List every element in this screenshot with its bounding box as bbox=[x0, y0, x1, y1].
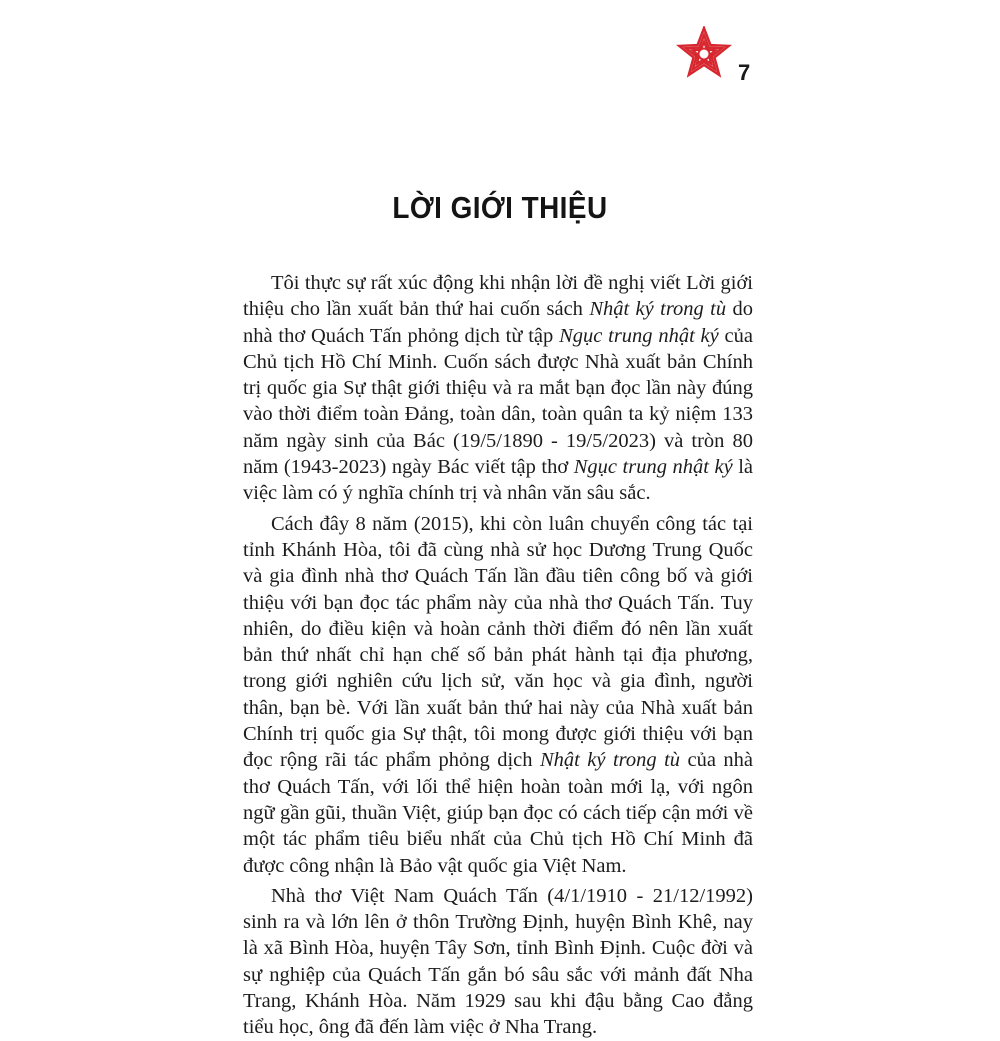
text-run: của Chủ tịch Hồ Chí Minh. Cuốn sách được Nhà xuất bản Chính trị quốc gia Sự thật giới thiệu và ra mắt bạn đọc lần này đúng vào thời điểm toàn Đảng, toàn dân, toàn quân ta kỷ niệm 133 năm ngày sinh của Bác (19/5/1890 - 19/5/2023) và tròn 80 năm (1943-2023) ngày Bác viết tập thơ bbox=[243, 324, 753, 479]
red-star-emblem-icon bbox=[676, 26, 732, 82]
body-text bbox=[243, 270, 753, 1041]
text-run: Cách đây 8 năm (2015), khi còn luân chuyển công tác tại tỉnh Khánh Hòa, tôi đã cùng nhà sử học Dương Trung Quốc và gia đình nhà thơ Quách Tấn lần đầu tiên công bố và giới thiệu với bạn đọc tác phẩm này của nhà thơ Quách Tấn. Tuy nhiên, do điều kiện và hoàn cảnh thời điểm đó nên lần xuất bản thứ nhất chỉ hạn chế số bản phát hành tại địa phương, trong giới nghiên cứu lịch sử, văn học và gia đình, người thân, bạn bè. Với lần xuất bản thứ hai này của Nhà xuất bản Chính trị quốc gia Sự thật, tôi mong được giới thiệu với bạn đọc rộng rãi tác phẩm phỏng dịch bbox=[243, 512, 753, 772]
book-title-italic: Nhật ký trong tù bbox=[539, 749, 681, 772]
book-title-italic: Ngục trung nhật ký bbox=[559, 324, 719, 347]
text-run: là việc làm có ý nghĩa chính trị và nhân văn sâu sắc. bbox=[243, 456, 753, 505]
paragraph-1 bbox=[243, 270, 753, 507]
text-run: Nhà thơ Việt Nam Quách Tấn (4/1/1910 - 21/12/1992) sinh ra và lớn lên ở thôn Trường Định, huyện Bình Khê, nay là xã Bình Hòa, huyện Tây Sơn, tỉnh Bình Định. Cuộc đời và sự nghiệp của Quách Tấn gắn bó sâu sắc với mảnh đất Nha Trang, Khánh Hòa. Năm 1929 sau khi đậu bằng Cao đẳng tiểu học, ông đã đến làm việc ở Nha Trang. bbox=[243, 884, 753, 1039]
text-run: do nhà thơ Quách Tấn phỏng dịch từ tập bbox=[243, 298, 754, 347]
paragraph-3 bbox=[243, 883, 753, 1041]
paragraph-2 bbox=[243, 511, 753, 879]
book-title-italic: Nhật ký trong tù bbox=[589, 298, 727, 321]
text-run: Tôi thực sự rất xúc động khi nhận lời đề nghị viết Lời giới thiệu cho lần xuất bản thứ hai cuốn sách bbox=[243, 272, 753, 321]
page-number: 7 bbox=[738, 60, 751, 85]
page-title: LỜI GIỚI THIỆU bbox=[392, 190, 608, 225]
book-title-italic: Ngục trung nhật ký bbox=[573, 456, 733, 479]
text-run: của nhà thơ Quách Tấn, với lối thể hiện hoàn toàn mới lạ, với ngôn ngữ gần gũi, thuần Việt, giúp bạn đọc có cách tiếp cận mới về một tác phẩm tiêu biểu nhất của Chủ tịch Hồ Chí Minh đã được công nhận là Bảo vật quốc gia Việt Nam. bbox=[243, 749, 753, 877]
